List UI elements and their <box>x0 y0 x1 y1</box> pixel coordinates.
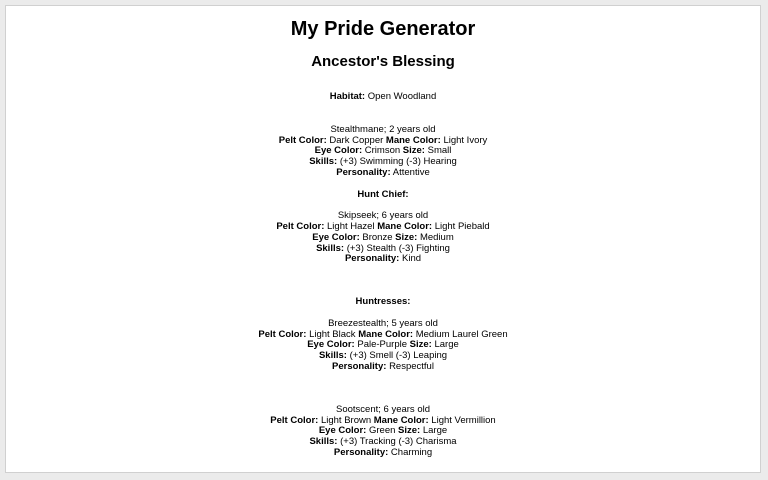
mane-label: Mane Color: <box>358 328 414 340</box>
hunt-chief-heading: Hunt Chief: <box>357 188 409 200</box>
huntress-card <box>6 405 760 459</box>
size-value: Medium <box>419 231 454 243</box>
huntress-personality <box>6 448 760 459</box>
pelt-value: Light Brown <box>320 414 372 426</box>
mane-value: Light Ivory <box>443 134 488 146</box>
size-label: Size: <box>398 425 421 437</box>
mane-value: Light Vermillion <box>431 414 496 426</box>
hunt-chief-header: Skipseek; 6 years old <box>337 210 429 222</box>
pride-details <box>6 92 760 459</box>
skills-value: (+3) Smell (-3) Leaping <box>349 350 448 362</box>
skills-value: (+3) Stealth (-3) Fighting <box>346 242 450 254</box>
pelt-value: Dark Copper <box>329 134 384 146</box>
leader-personality <box>6 168 760 179</box>
habitat-value: Open Woodland <box>367 91 437 102</box>
huntress-personality <box>6 362 760 373</box>
eye-value: Pale-Purple <box>357 339 407 351</box>
eye-label: Eye Color: <box>314 145 363 157</box>
page-title: My Pride Generator <box>290 18 476 40</box>
skills-label: Skills: <box>309 436 338 448</box>
size-label: Size: <box>395 231 418 243</box>
eye-label: Eye Color: <box>312 231 360 243</box>
personality-value: Charming <box>390 446 433 458</box>
personality-value: Attentive <box>392 166 430 178</box>
mane-value: Medium Laurel Green <box>415 328 508 340</box>
skills-label: Skills: <box>318 350 347 362</box>
personality-label: Personality: <box>332 360 387 372</box>
generator-page <box>5 5 761 473</box>
pelt-label: Pelt Color: <box>278 134 327 146</box>
personality-label: Personality: <box>333 446 389 458</box>
size-value: Small <box>427 145 452 157</box>
pelt-value: Light Black <box>309 328 356 340</box>
hunt-chief-personality <box>6 254 760 265</box>
personality-label: Personality: <box>336 166 391 178</box>
eye-label: Eye Color: <box>307 339 355 351</box>
habitat-line <box>6 92 760 103</box>
skills-label: Skills: <box>309 156 338 168</box>
skills-value: (+3) Swimming (-3) Hearing <box>339 156 457 168</box>
pelt-label: Pelt Color: <box>276 220 325 232</box>
leader-card <box>6 125 760 179</box>
mane-label: Mane Color: <box>385 134 441 146</box>
pelt-label: Pelt Color: <box>258 328 307 340</box>
mane-label: Mane Color: <box>377 220 433 232</box>
pelt-label: Pelt Color: <box>270 414 319 426</box>
hunt-chief-card <box>6 211 760 265</box>
eye-value: Green <box>368 425 396 437</box>
eye-value: Crimson <box>364 145 401 157</box>
pelt-value: Light Hazel <box>327 220 375 232</box>
skills-label: Skills: <box>316 242 345 254</box>
size-label: Size: <box>402 145 425 157</box>
leader-header: Stealthmane; 2 years old <box>330 123 436 135</box>
mane-value: Light Piebald <box>434 220 490 232</box>
personality-value: Kind <box>402 253 422 265</box>
huntress-card <box>6 319 760 373</box>
mane-label: Mane Color: <box>373 414 429 426</box>
size-value: Large <box>422 425 448 437</box>
eye-value: Bronze <box>362 231 393 243</box>
pride-name: Ancestor's Blessing <box>311 53 455 70</box>
size-label: Size: <box>409 339 432 351</box>
huntresses-heading: Huntresses: <box>355 296 411 308</box>
huntress-header: Breezestealth; 5 years old <box>328 317 438 329</box>
habitat-label: Habitat: <box>329 91 366 102</box>
size-value: Large <box>434 339 459 351</box>
skills-value: (+3) Tracking (-3) Charisma <box>340 436 457 448</box>
eye-label: Eye Color: <box>318 425 367 437</box>
huntress-header: Sootscent; 6 years old <box>336 403 430 415</box>
personality-label: Personality: <box>344 253 400 265</box>
personality-value: Respectful <box>389 360 434 372</box>
